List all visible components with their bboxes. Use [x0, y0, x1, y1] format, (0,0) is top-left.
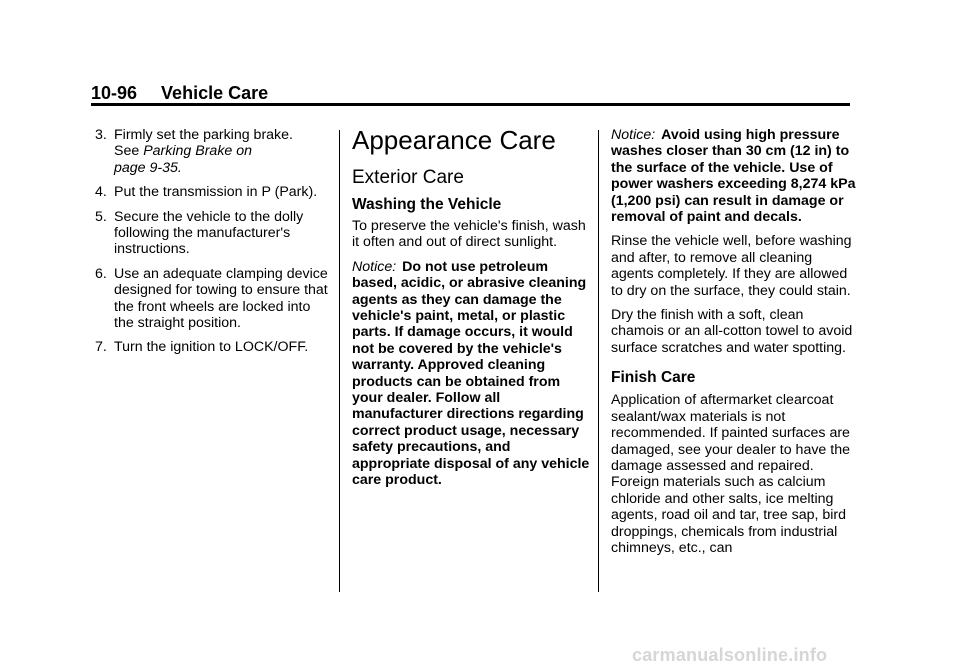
step-4 [95, 184, 333, 200]
notice-label: Notice: [611, 127, 656, 143]
notice-block [611, 127, 856, 225]
column-3 [611, 127, 856, 564]
step-number: 6. [95, 265, 107, 282]
header-rule [91, 103, 850, 106]
step-3 [95, 127, 333, 176]
topic-heading: Finish Care [611, 369, 696, 387]
column-2 [352, 127, 592, 497]
step-number: 3. [95, 127, 107, 143]
step-text: Secure the vehicle to the dolly following the manufacturer's instructions. [114, 208, 304, 258]
column-1 [95, 127, 333, 364]
section-title: Vehicle Care [161, 83, 269, 103]
step-5 [95, 209, 333, 258]
page-header [91, 82, 268, 104]
see-label: See [114, 143, 140, 160]
subsection-heading: Exterior Care [352, 167, 464, 188]
page-number: 10-96 [91, 83, 138, 103]
column-divider-left [339, 130, 340, 592]
intro-paragraph: To preserve the vehicle's finish, wash it often and out of direct sunlight. [352, 218, 586, 251]
step-number: 5. [95, 208, 107, 225]
notice-text: Avoid using high pressure washes closer than 30 cm (12 in) to the surface of the vehicle. Use of power washers exceeding 8,274 kPa (1,200 psi) can result in damage or removal of paint and decals. [611, 127, 856, 226]
cross-reference-link[interactable]: Parking Brake on [143, 143, 253, 160]
column-divider-right [598, 130, 599, 592]
step-text: Turn the ignition to LOCK/OFF. [114, 339, 309, 356]
step-text: Use an adequate clamping device designed for towing to ensure that the front wheels are locked into the straight position. [114, 265, 328, 332]
step-text: Put the transmission in P (Park). [114, 184, 318, 201]
notice-text: Do not use petroleum based, acidic, or abrasive cleaning agents as they can damage the vehicle's paint, metal, or plastic parts. If damage occurs, it would not be covered by the vehicle's warranty. Approved cleaning products can be obtained from your dealer. Follow all manufacturer directions regarding correct product usage, necessary safety precautions, and appropriate disposal of any vehicle care product. [352, 258, 590, 489]
rinse-paragraph: Rinse the vehicle well, before washing and after, to remove all cleaning agents completely. If they are allowed to dry on the surface, they could stain. [611, 233, 852, 299]
notice-block [352, 259, 592, 489]
step-text: Firmly set the parking brake. [114, 127, 293, 143]
cross-reference-end: . [177, 159, 182, 176]
finish-paragraph: Application of aftermarket clearcoat sealant/wax materials is not recommended. If painted surfaces are damaged, see your dealer to have the damage assessed and repaired. Foreign materials such as calcium chloride and other salts, ice melting agents, road oil and tar, tree sap, bird droppings, chemicals from industrial chimneys, etc., can [611, 392, 850, 556]
cross-reference-page[interactable]: page 9-35 [114, 159, 178, 176]
step-7 [95, 339, 333, 355]
dry-paragraph: Dry the finish with a soft, clean chamois or an all-cotton towel to avoid surface scratches and water spotting. [611, 307, 853, 356]
watermark: carmanualsonline.info [632, 645, 828, 665]
notice-label: Notice: [352, 258, 397, 275]
step-number: 4. [95, 184, 107, 201]
section-heading: Appearance Care [352, 125, 556, 155]
step-6 [95, 266, 333, 332]
topic-heading: Washing the Vehicle [352, 196, 502, 213]
step-number: 7. [95, 339, 107, 356]
